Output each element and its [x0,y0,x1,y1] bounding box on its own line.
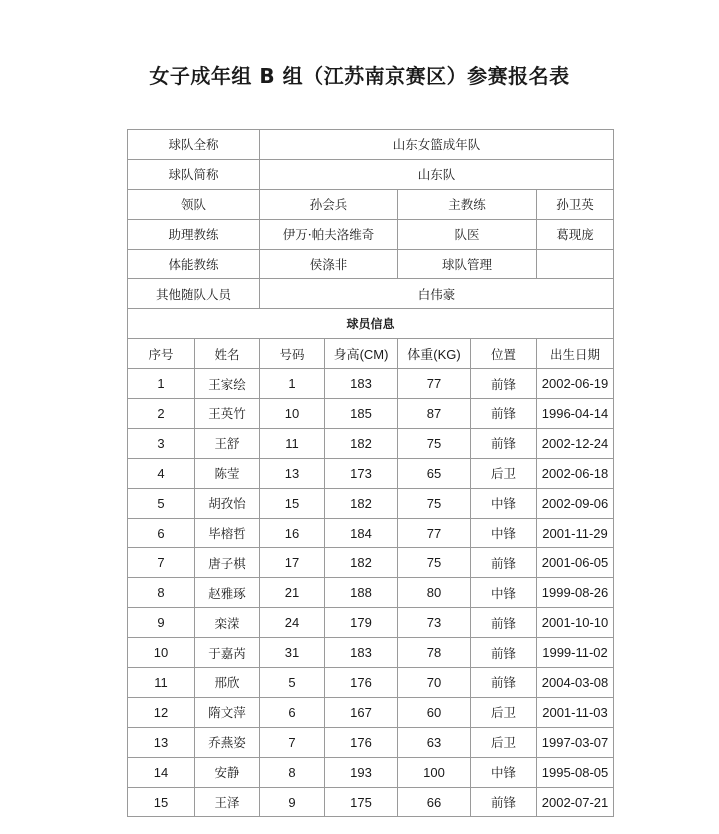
table-cell: 73 [398,608,471,638]
table-cell: 前锋 [471,428,537,458]
players-section-row [128,309,614,339]
table-cell: 1 [260,369,325,399]
fitness-coach-row [128,249,614,279]
table-cell: 176 [325,668,398,698]
manager-label: 球队管理 [398,249,537,279]
players-section-heading: 球员信息 [128,309,614,339]
table-row [128,548,614,578]
table-cell: 80 [398,578,471,608]
table-cell: 75 [398,488,471,518]
table-cell: 77 [398,518,471,548]
column-header: 序号 [128,339,195,369]
table-row [128,428,614,458]
team-short-name-label: 球队简称 [128,159,260,189]
table-row [128,518,614,548]
table-cell: 2 [128,399,195,429]
table-cell: 乔燕姿 [195,727,260,757]
table-cell: 胡孜怡 [195,488,260,518]
table-cell: 栾溁 [195,608,260,638]
table-cell: 10 [260,399,325,429]
table-row [128,638,614,668]
table-row [128,727,614,757]
table-cell: 后卫 [471,458,537,488]
fitness-coach-value: 侯涤非 [260,249,398,279]
table-cell: 7 [260,727,325,757]
table-cell: 1999-08-26 [537,578,614,608]
table-cell: 173 [325,458,398,488]
table-cell: 2002-06-18 [537,458,614,488]
registration-table [127,129,614,817]
table-cell: 邢欣 [195,668,260,698]
team-full-name-value: 山东女篮成年队 [260,130,614,160]
table-cell: 2001-11-03 [537,697,614,727]
table-cell: 185 [325,399,398,429]
column-header: 出生日期 [537,339,614,369]
column-header: 号码 [260,339,325,369]
table-cell: 1996-04-14 [537,399,614,429]
doctor-value: 葛现庞 [537,219,614,249]
table-cell: 70 [398,668,471,698]
table-cell: 于嘉芮 [195,638,260,668]
table-cell: 11 [128,668,195,698]
doctor-label: 队医 [398,219,537,249]
table-cell: 5 [260,668,325,698]
table-cell: 24 [260,608,325,638]
table-cell: 前锋 [471,668,537,698]
table-cell: 前锋 [471,608,537,638]
table-cell: 3 [128,428,195,458]
table-cell: 中锋 [471,518,537,548]
fitness-coach-label: 体能教练 [128,249,260,279]
table-cell: 2001-06-05 [537,548,614,578]
table-cell: 15 [260,488,325,518]
assistant-coach-label: 助理教练 [128,219,260,249]
table-cell: 12 [128,697,195,727]
table-cell: 78 [398,638,471,668]
table-cell: 前锋 [471,548,537,578]
table-cell: 王英竹 [195,399,260,429]
team-short-name-value: 山东队 [260,159,614,189]
table-cell: 4 [128,458,195,488]
table-cell: 16 [260,518,325,548]
table-cell: 167 [325,697,398,727]
manager-value [537,249,614,279]
team-full-name-label: 球队全称 [128,130,260,160]
table-cell: 8 [128,578,195,608]
assistant-coach-row [128,219,614,249]
table-cell: 15 [128,787,195,817]
column-header: 身高(CM) [325,339,398,369]
table-cell: 1999-11-02 [537,638,614,668]
table-cell: 前锋 [471,369,537,399]
table-cell: 1 [128,369,195,399]
table-cell: 王舒 [195,428,260,458]
table-cell: 188 [325,578,398,608]
column-header: 位置 [471,339,537,369]
table-row [128,578,614,608]
table-cell: 13 [260,458,325,488]
table-cell: 2001-11-29 [537,518,614,548]
table-row [128,757,614,787]
table-cell: 2001-10-10 [537,608,614,638]
table-cell: 前锋 [471,787,537,817]
table-cell: 后卫 [471,727,537,757]
table-row [128,608,614,638]
head-coach-value: 孙卫英 [537,189,614,219]
table-cell: 11 [260,428,325,458]
table-cell: 182 [325,548,398,578]
table-row [128,488,614,518]
team-short-name-row [128,159,614,189]
table-row [128,399,614,429]
leader-label: 领队 [128,189,260,219]
table-cell: 2004-03-08 [537,668,614,698]
others-label: 其他随队人员 [128,279,260,309]
table-row [128,668,614,698]
table-cell: 193 [325,757,398,787]
table-cell: 9 [128,608,195,638]
table-cell: 6 [260,697,325,727]
table-cell: 184 [325,518,398,548]
table-cell: 65 [398,458,471,488]
column-header: 体重(KG) [398,339,471,369]
table-cell: 31 [260,638,325,668]
table-cell: 183 [325,638,398,668]
column-header: 姓名 [195,339,260,369]
table-cell: 14 [128,757,195,787]
table-cell: 13 [128,727,195,757]
players-header-row [128,339,614,369]
assistant-coach-value: 伊万·帕夫洛维奇 [260,219,398,249]
table-cell: 隋文萍 [195,697,260,727]
table-cell: 9 [260,787,325,817]
table-cell: 77 [398,369,471,399]
table-cell: 100 [398,757,471,787]
table-cell: 60 [398,697,471,727]
table-cell: 后卫 [471,697,537,727]
table-cell: 2002-06-19 [537,369,614,399]
table-cell: 王家绘 [195,369,260,399]
table-cell: 前锋 [471,638,537,668]
table-cell: 6 [128,518,195,548]
table-cell: 2002-07-21 [537,787,614,817]
table-cell: 75 [398,548,471,578]
page-title: 女子成年组 B 组（江苏南京赛区）参赛报名表 [149,64,570,88]
team-full-name-row [128,130,614,160]
table-cell: 唐子棋 [195,548,260,578]
table-cell: 87 [398,399,471,429]
table-cell: 66 [398,787,471,817]
table-cell: 8 [260,757,325,787]
table-row [128,369,614,399]
table-cell: 2002-12-24 [537,428,614,458]
others-row [128,279,614,309]
table-row [128,787,614,817]
table-cell: 陈莹 [195,458,260,488]
table-cell: 毕榕哲 [195,518,260,548]
table-row [128,458,614,488]
table-cell: 21 [260,578,325,608]
table-cell: 1995-08-05 [537,757,614,787]
player-rows [128,369,614,817]
table-cell: 176 [325,727,398,757]
table-cell: 182 [325,488,398,518]
table-cell: 1997-03-07 [537,727,614,757]
table-cell: 前锋 [471,399,537,429]
table-cell: 10 [128,638,195,668]
table-cell: 赵雅琢 [195,578,260,608]
table-cell: 中锋 [471,488,537,518]
table-cell: 75 [398,428,471,458]
others-value: 白伟豪 [260,279,614,309]
table-cell: 182 [325,428,398,458]
head-coach-label: 主教练 [398,189,537,219]
leader-row [128,189,614,219]
table-cell: 中锋 [471,578,537,608]
table-row [128,697,614,727]
table-cell: 17 [260,548,325,578]
table-cell: 2002-09-06 [537,488,614,518]
table-cell: 63 [398,727,471,757]
table-cell: 183 [325,369,398,399]
table-cell: 179 [325,608,398,638]
table-cell: 175 [325,787,398,817]
table-cell: 中锋 [471,757,537,787]
leader-value: 孙会兵 [260,189,398,219]
table-cell: 安静 [195,757,260,787]
table-cell: 王泽 [195,787,260,817]
table-cell: 5 [128,488,195,518]
table-cell: 7 [128,548,195,578]
